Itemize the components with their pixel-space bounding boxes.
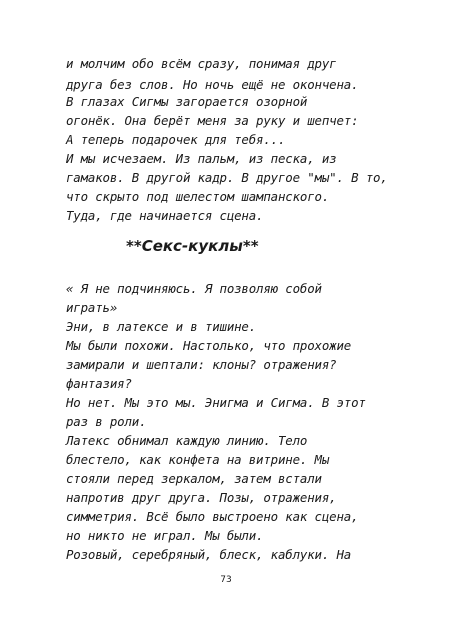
text-line: И мы исчезаем. Из пальм, из песка, из bbox=[66, 151, 337, 166]
text-line: А теперь подарочек для тебя... bbox=[66, 132, 286, 147]
text-line: играть» bbox=[66, 300, 118, 315]
text-line: Туда, где начинается сцена. bbox=[66, 208, 264, 223]
text-line: но никто не играл. Мы были. bbox=[66, 528, 264, 543]
text-line: блестело, как конфета на витрине. Мы bbox=[66, 452, 330, 467]
text-line: что скрыто под шелестом шампанского. bbox=[66, 189, 330, 204]
text-line: Розовый, серебряный, блеск, каблуки. На bbox=[66, 547, 352, 562]
section-heading: **Секс-куклы** bbox=[126, 237, 259, 255]
text-line: огонёк. Она берёт меня за руку и шепчет: bbox=[66, 113, 359, 128]
text-line: раз в роли. bbox=[66, 414, 147, 429]
text-line: Латекс обнимал каждую линию. Тело bbox=[66, 433, 308, 448]
text-line: Эни, в латексе и в тишине. bbox=[66, 319, 257, 334]
page-number: 73 bbox=[220, 575, 232, 585]
text-line: « Я не подчиняюсь. Я позволяю собой bbox=[66, 281, 322, 296]
text-line: симметрия. Всё было выстроено как сцена, bbox=[66, 509, 359, 524]
text-line: фантазия? bbox=[66, 376, 132, 391]
text-line: гамаков. В другой кадр. В другое "мы". В то, bbox=[66, 170, 388, 185]
text-line: замирали и шептали: клоны? отражения? bbox=[66, 357, 337, 372]
text-line: стояли перед зеркалом, затем встали bbox=[66, 471, 322, 486]
text-line: Но нет. Мы это мы. Энигма и Сигма. В этот bbox=[66, 395, 366, 410]
text-line: В глазах Сигмы загорается озорной bbox=[66, 94, 308, 109]
text-line: и молчим обо всём сразу, понимая друг bbox=[66, 56, 337, 71]
text-line: друга без слов. Но ночь ещё не окончена. bbox=[66, 77, 359, 92]
text-line: Мы были похожи. Настолько, что прохожие bbox=[66, 338, 352, 353]
text-line: напротив друг друга. Позы, отражения, bbox=[66, 490, 337, 505]
